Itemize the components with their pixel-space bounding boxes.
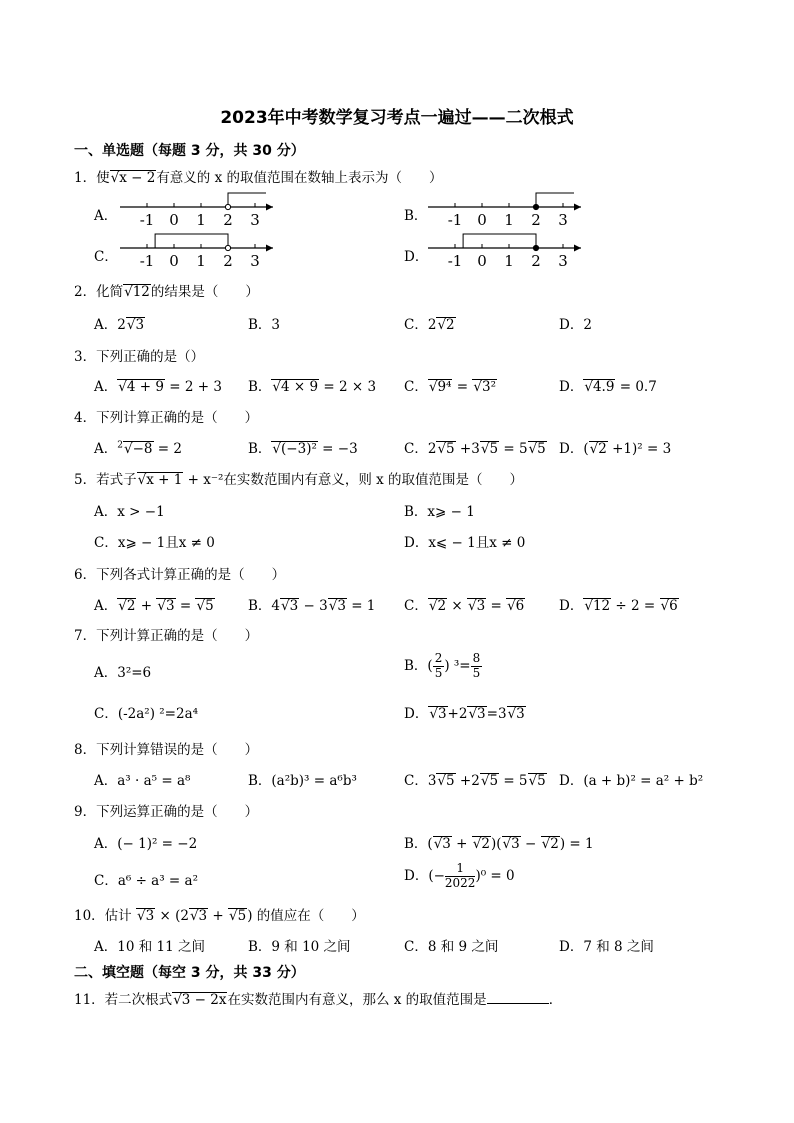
question-4-stem: 4．下列计算正确的是（ ） xyxy=(74,410,259,426)
question-10-stem: 10．估计 √3 × (2√3 + √5) 的值应在（ ） xyxy=(74,908,365,924)
q3-option-d: D．√4.9 = 0.7 xyxy=(559,379,657,395)
option-b-label: B． xyxy=(404,208,428,224)
q10-option-c: C．8 和 9 之间 xyxy=(404,939,499,955)
tick-label: -1 xyxy=(447,252,463,270)
q10-option-b: B．9 和 10 之间 xyxy=(248,939,351,955)
q3-option-b: B．√4 × 9 = 2 × 3 xyxy=(248,379,377,395)
q9-option-b: B．(√3 + √2)(√3 − √2) = 1 xyxy=(404,836,594,852)
tick-label: 3 xyxy=(558,252,568,270)
tick-label: 3 xyxy=(250,252,260,270)
q8-option-d: D．(a + b)² = a² + b² xyxy=(559,773,704,789)
tick-label: -1 xyxy=(447,211,463,229)
question-6-stem: 6．下列各式计算正确的是（ ） xyxy=(74,567,286,583)
tick-label: 1 xyxy=(504,252,514,270)
page-title: 2023年中考数学复习考点一遍过——二次根式 xyxy=(220,108,574,128)
tick-label: 2 xyxy=(223,211,233,229)
q3-option-a: A．√4 + 9 = 2 + 3 xyxy=(94,379,222,395)
question-5-stem: 5．若式子√x + 1 + x⁻²在实数范围内有意义，则 x 的取值范围是（ ） xyxy=(74,472,524,488)
section-heading-fill-blank: 二、填空题（每空 3 分，共 33 分） xyxy=(74,965,305,981)
q6-option-b: B．4√3 − 3√3 = 1 xyxy=(248,598,376,614)
sqrt-expression: √x − 2 xyxy=(110,170,156,186)
q2-option-c: C．2√2 xyxy=(404,317,455,333)
q7-option-b: B．( $\frac{2}{5}$ ) ³= $\frac{8}{5}$ xyxy=(404,651,481,680)
q10-option-d: D．7 和 8 之间 xyxy=(559,939,654,955)
tick-label: 2 xyxy=(531,211,541,229)
option-c-label: C． xyxy=(94,249,118,265)
tick-label: 3 xyxy=(250,211,260,229)
q4-option-c: C．2√5 +3√5 = 5√5 xyxy=(404,441,546,457)
q2-option-b: B．3 xyxy=(248,317,281,333)
question-7-stem: 7．下列计算正确的是（ ） xyxy=(74,628,259,644)
q10-option-a: A．10 和 11 之间 xyxy=(94,939,205,955)
q2-option-d: D．2 xyxy=(559,317,592,333)
tick-label: 0 xyxy=(169,211,179,229)
q9-option-a: A．(− 1)² = −2 xyxy=(94,836,198,852)
question-3-stem: 3．下列正确的是（） xyxy=(74,349,205,365)
q7-option-d: D．√3+2√3=3√3 xyxy=(404,706,525,722)
section-heading-single-choice: 一、单选题（每题 3 分，共 30 分） xyxy=(74,143,305,159)
q2-option-a: A．2√3 xyxy=(94,317,145,333)
q8-option-c: C．3√5 +2√5 = 5√5 xyxy=(404,773,546,789)
answer-blank[interactable] xyxy=(487,1003,549,1004)
tick-label: 0 xyxy=(477,252,487,270)
q6-option-d: D．√12 ÷ 2 = √6 xyxy=(559,598,678,614)
q4-option-d: D．(√2 +1)² = 3 xyxy=(559,441,672,457)
tick-label: 0 xyxy=(169,252,179,270)
q3-option-c: C．√9⁴ = √3² xyxy=(404,379,496,395)
solution-bracket xyxy=(463,234,536,248)
q9-option-d: D．(− $\frac{1}{2022}$ )⁰ = 0 xyxy=(404,861,515,890)
axis-arrow xyxy=(574,245,581,252)
question-9-stem: 9．下列运算正确的是（ ） xyxy=(74,804,259,820)
tick-label: 1 xyxy=(196,211,206,229)
question-8-stem: 8．下列计算错误的是（ ） xyxy=(74,742,259,758)
option-a-label: A． xyxy=(94,208,118,224)
option-d-label: D． xyxy=(404,249,429,265)
q6-option-c: C．√2 × √3 = √6 xyxy=(404,598,525,614)
q5-option-d: D．x⩽ − 1且x ≠ 0 xyxy=(404,535,526,551)
tick-label: 0 xyxy=(477,211,487,229)
number-line-d xyxy=(0,0,794,300)
tick-label: 3 xyxy=(558,211,568,229)
tick-label: -1 xyxy=(139,211,155,229)
tick-label: 2 xyxy=(531,252,541,270)
q8-option-a: A．a³ · a⁵ = a⁸ xyxy=(94,773,191,789)
q9-option-c: C．a⁶ ÷ a³ = a² xyxy=(94,873,198,889)
tick-label: -1 xyxy=(139,252,155,270)
question-1-stem: 1．使√x − 2有意义的 x 的取值范围在数轴上表示为（ ） xyxy=(74,170,443,186)
q8-option-b: B．(a²b)³ = a⁶b³ xyxy=(248,773,357,789)
solid-dot xyxy=(533,245,538,250)
q4-option-b: B．√(−3)² = −3 xyxy=(248,441,358,457)
q7-option-a: A．3²=6 xyxy=(94,665,152,681)
q6-option-a: A．√2 + √3 = √5 xyxy=(94,598,214,614)
tick-label: 1 xyxy=(504,211,514,229)
q5-option-a: A．x > −1 xyxy=(94,504,165,520)
question-11-stem: 11．若二次根式√3 − 2x在实数范围内有意义，那么 x 的取值范围是 ． xyxy=(74,992,563,1008)
q5-option-b: B．x⩾ − 1 xyxy=(404,504,475,520)
q7-option-c: C．(-2a²) ²=2a⁴ xyxy=(94,706,199,722)
tick-label: 1 xyxy=(196,252,206,270)
tick-label: 2 xyxy=(223,252,233,270)
q5-option-c: C．x⩾ − 1且x ≠ 0 xyxy=(94,535,215,551)
q4-option-a: A．$^2$√−8 = 2 xyxy=(94,440,182,457)
question-2-stem: 2．化简√12的结果是（ ） xyxy=(74,284,259,300)
